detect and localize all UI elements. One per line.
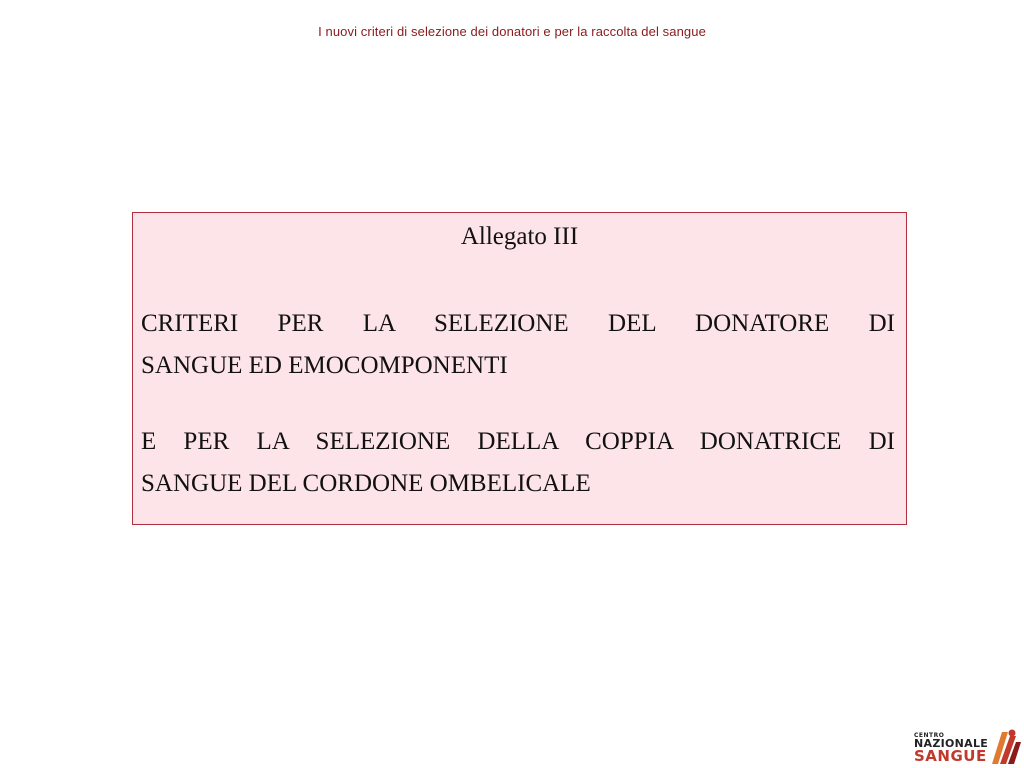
- logo-text-nazionale: NAZIONALE: [914, 737, 989, 750]
- criteria-paragraph-cord-blood: [141, 421, 895, 505]
- criteria-paragraph-donor: [141, 303, 895, 387]
- logo-text-centro: CENTRO: [914, 732, 945, 739]
- criteria-cord-line-1: E PER LA SELEZIONE DELLA COPPIA DONATRICE DI: [141, 428, 895, 455]
- annex-box: [132, 212, 907, 525]
- annex-title: Allegato III: [460, 223, 579, 250]
- criteria-cord-line-2: SANGUE DEL CORDONE OMBELICALE: [141, 470, 591, 497]
- logo-text-sangue: SANGUE: [914, 747, 987, 765]
- page-header: I nuovi criteri di selezione dei donatori e per la raccolta del sangue: [318, 24, 706, 39]
- criteria-donor-line-1: CRITERI PER LA SELEZIONE DEL DONATORE DI: [141, 310, 895, 337]
- logo-emblem-icon: [988, 728, 1022, 766]
- centro-nazionale-sangue-logo: [912, 726, 1024, 768]
- criteria-donor-line-2: SANGUE ED EMOCOMPONENTI: [141, 352, 508, 379]
